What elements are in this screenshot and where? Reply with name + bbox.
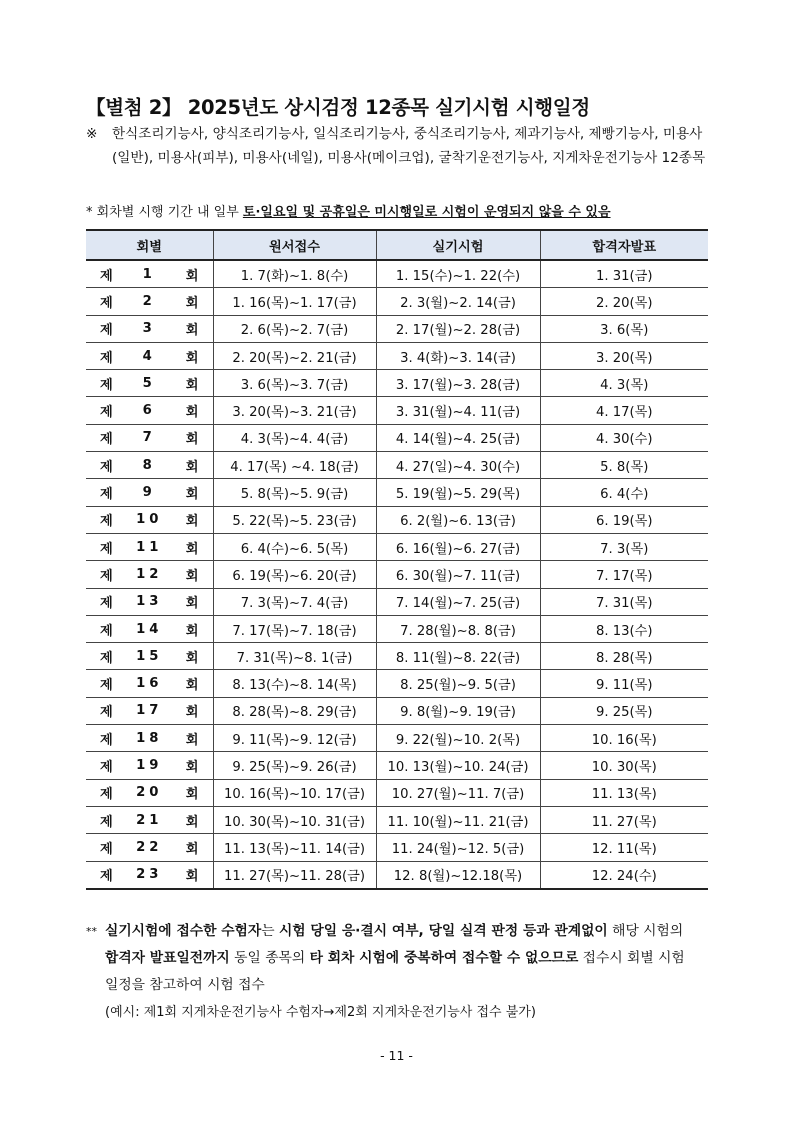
- table-row: [86, 752, 708, 779]
- exam-period-cell: 8. 11(월)~8. 22(금): [376, 643, 540, 670]
- round-suffix: 회: [185, 814, 199, 830]
- application-period-cell: 3. 20(목)~3. 21(금): [213, 397, 376, 424]
- application-period-cell: 6. 4(수)~6. 5(목): [213, 533, 376, 560]
- round-number: 8: [142, 457, 156, 473]
- result-date-cell: 4. 30(수): [540, 424, 708, 451]
- round-cell: [86, 561, 213, 588]
- round-number: 2: [142, 293, 156, 309]
- table-row: [86, 424, 708, 451]
- warning-emphasis: 토·일요일 및 공휴일은 미시행일로 시험이 운영되지 않을 수 있음: [242, 205, 611, 220]
- round-number: 19: [136, 757, 163, 773]
- exam-period-cell: 11. 24(월)~12. 5(금): [376, 834, 540, 861]
- round-suffix: 회: [185, 405, 199, 421]
- round-prefix: 제: [100, 623, 113, 639]
- exam-period-cell: 10. 13(월)~10. 24(금): [376, 752, 540, 779]
- round-number: 7: [142, 430, 156, 446]
- round-prefix: 제: [100, 568, 113, 584]
- round-suffix: 회: [185, 541, 199, 557]
- table-row: [86, 561, 708, 588]
- round-cell: [86, 342, 213, 369]
- exam-period-cell: 3. 4(화)~3. 14(금): [376, 342, 540, 369]
- schedule-table: [86, 229, 708, 890]
- round-prefix: 제: [100, 377, 113, 393]
- round-number: 23: [136, 867, 163, 883]
- round-prefix: 제: [100, 869, 113, 885]
- application-period-cell: 8. 28(목)~8. 29(금): [213, 697, 376, 724]
- result-date-cell: 9. 11(목): [540, 670, 708, 697]
- round-suffix: 회: [185, 459, 199, 475]
- application-period-cell: 8. 13(수)~8. 14(목): [213, 670, 376, 697]
- result-date-cell: 10. 16(목): [540, 725, 708, 752]
- footnote-bold-5: 합격자 발표일전까지: [105, 950, 230, 966]
- round-cell: [86, 506, 213, 533]
- round-suffix: 회: [185, 323, 199, 339]
- application-period-cell: 1. 16(목)~1. 17(금): [213, 288, 376, 315]
- round-suffix: 회: [185, 650, 199, 666]
- exam-period-cell: 3. 17(월)~3. 28(금): [376, 370, 540, 397]
- result-date-cell: 6. 4(수): [540, 479, 708, 506]
- round-cell: [86, 288, 213, 315]
- round-cell: [86, 834, 213, 861]
- schedule-body: [86, 260, 708, 889]
- note-text: 한식조리기능사, 양식조리기능사, 일식조리기능사, 중식조리기능사, 제과기능사, 제빵기능사, 미용사(일반), 미용사(피부), 미용사(네일), 미용사(메이크업), 굴착기운전기능사, 지게차운전기능사 12종목: [112, 126, 706, 166]
- round-prefix: 제: [100, 678, 113, 694]
- round-number: 13: [136, 594, 163, 610]
- target-items-note: [86, 122, 726, 170]
- footnote-bold-1: 실기시험에 접수한 수험자: [105, 923, 262, 939]
- round-cell: [86, 861, 213, 889]
- round-suffix: 회: [185, 350, 199, 366]
- footnote-text-8: 접수시 회별 시험 일정을 참고하여 시험 접수: [105, 950, 685, 993]
- round-cell: [86, 479, 213, 506]
- round-suffix: 회: [185, 678, 199, 694]
- round-suffix: 회: [185, 869, 199, 885]
- round-prefix: 제: [100, 841, 113, 857]
- round-cell: [86, 370, 213, 397]
- round-number: 21: [136, 812, 163, 828]
- table-header-row: [86, 230, 708, 260]
- result-date-cell: 8. 13(수): [540, 615, 708, 642]
- result-date-cell: 4. 3(목): [540, 370, 708, 397]
- round-prefix: 제: [100, 350, 113, 366]
- table-row: [86, 479, 708, 506]
- round-prefix: 제: [100, 405, 113, 421]
- footnote-text-4: 해당 시험의: [607, 923, 684, 939]
- application-period-cell: 4. 17(목) ~4. 18(금): [213, 452, 376, 479]
- round-number: 6: [142, 403, 156, 419]
- round-cell: [86, 697, 213, 724]
- table-row: [86, 615, 708, 642]
- round-prefix: 제: [100, 541, 113, 557]
- round-suffix: 회: [185, 268, 199, 284]
- round-number: 4: [142, 348, 156, 364]
- footnote-bold-3: 시험 당일 응·결시 여부, 당일 실격 판정 등과 관계없이: [278, 923, 608, 939]
- weekend-warning: [86, 201, 611, 220]
- table-row: [86, 370, 708, 397]
- exam-period-cell: 9. 8(월)~9. 19(금): [376, 697, 540, 724]
- round-prefix: 제: [100, 459, 113, 475]
- round-number: 16: [136, 676, 163, 692]
- round-prefix: 제: [100, 295, 113, 311]
- round-prefix: 제: [100, 732, 113, 748]
- table-row: [86, 697, 708, 724]
- exam-period-cell: 6. 16(월)~6. 27(금): [376, 533, 540, 560]
- application-period-cell: 5. 8(목)~5. 9(금): [213, 479, 376, 506]
- footnote-text-2: 는: [261, 923, 279, 939]
- exam-period-cell: 9. 22(월)~10. 2(목): [376, 725, 540, 752]
- round-suffix: 회: [185, 377, 199, 393]
- table-row: [86, 315, 708, 342]
- round-prefix: 제: [100, 596, 113, 612]
- application-period-cell: 11. 27(목)~11. 28(금): [213, 861, 376, 889]
- round-suffix: 회: [185, 841, 199, 857]
- round-number: 20: [136, 785, 163, 801]
- application-period-cell: 5. 22(목)~5. 23(금): [213, 506, 376, 533]
- round-suffix: 회: [185, 514, 199, 530]
- round-cell: [86, 725, 213, 752]
- result-date-cell: 12. 24(수): [540, 861, 708, 889]
- round-number: 10: [136, 512, 163, 528]
- exam-period-cell: 6. 30(월)~7. 11(금): [376, 561, 540, 588]
- table-row: [86, 643, 708, 670]
- exam-period-cell: 4. 27(일)~4. 30(수): [376, 452, 540, 479]
- application-period-cell: 7. 17(목)~7. 18(금): [213, 615, 376, 642]
- footnote-text-6: 동일 종목의: [229, 950, 310, 966]
- exam-period-cell: 3. 31(월)~4. 11(금): [376, 397, 540, 424]
- duplicate-application-footnote: [86, 918, 726, 1026]
- application-period-cell: 7. 3(목)~7. 4(금): [213, 588, 376, 615]
- result-date-cell: 8. 28(목): [540, 643, 708, 670]
- result-date-cell: 3. 20(목): [540, 342, 708, 369]
- table-row: [86, 533, 708, 560]
- round-prefix: 제: [100, 268, 113, 284]
- footnote-example: (예시: 제1회 지게차운전기능사 수험자→제2회 지게차운전기능사 접수 불가): [105, 1005, 536, 1020]
- round-suffix: 회: [185, 623, 199, 639]
- asterisk-icon: *: [86, 205, 93, 220]
- round-prefix: 제: [100, 650, 113, 666]
- result-date-cell: 3. 6(목): [540, 315, 708, 342]
- reference-mark-icon: ※: [86, 126, 98, 142]
- result-date-cell: 9. 25(목): [540, 697, 708, 724]
- round-prefix: 제: [100, 487, 113, 503]
- result-date-cell: 7. 17(목): [540, 561, 708, 588]
- exam-period-cell: 7. 28(월)~8. 8(금): [376, 615, 540, 642]
- round-suffix: 회: [185, 705, 199, 721]
- round-cell: [86, 670, 213, 697]
- round-number: 9: [142, 485, 156, 501]
- application-period-cell: 9. 11(목)~9. 12(금): [213, 725, 376, 752]
- table-row: [86, 288, 708, 315]
- round-suffix: 회: [185, 732, 199, 748]
- result-date-cell: 5. 8(목): [540, 452, 708, 479]
- table-row: [86, 806, 708, 833]
- table-row: [86, 260, 708, 288]
- round-number: 17: [136, 703, 163, 719]
- exam-period-cell: 12. 8(월)~12.18(목): [376, 861, 540, 889]
- round-cell: [86, 533, 213, 560]
- exam-period-cell: 2. 17(월)~2. 28(금): [376, 315, 540, 342]
- exam-period-cell: 11. 10(월)~11. 21(금): [376, 806, 540, 833]
- footnote-body: [86, 918, 726, 1026]
- result-date-cell: 4. 17(목): [540, 397, 708, 424]
- result-date-cell: 7. 3(목): [540, 533, 708, 560]
- round-suffix: 회: [185, 295, 199, 311]
- round-number: 3: [142, 321, 156, 337]
- round-suffix: 회: [185, 568, 199, 584]
- round-cell: [86, 615, 213, 642]
- table-row: [86, 342, 708, 369]
- round-suffix: 회: [185, 596, 199, 612]
- application-period-cell: 10. 30(목)~10. 31(금): [213, 806, 376, 833]
- round-suffix: 회: [185, 487, 199, 503]
- round-prefix: 제: [100, 787, 113, 803]
- round-number: 15: [136, 648, 163, 664]
- application-period-cell: 3. 6(목)~3. 7(금): [213, 370, 376, 397]
- header-result-announcement: 합격자발표: [540, 230, 708, 260]
- round-cell: [86, 588, 213, 615]
- result-date-cell: 7. 31(목): [540, 588, 708, 615]
- round-cell: [86, 315, 213, 342]
- round-prefix: 제: [100, 432, 113, 448]
- application-period-cell: 4. 3(목)~4. 4(금): [213, 424, 376, 451]
- footnote-bold-7: 타 회차 시험에 중복하여 접수할 수 없으므로: [309, 950, 579, 966]
- page-number: - 11 -: [380, 1048, 413, 1063]
- round-prefix: 제: [100, 514, 113, 530]
- table-row: [86, 588, 708, 615]
- round-prefix: 제: [100, 705, 113, 721]
- round-cell: [86, 779, 213, 806]
- result-date-cell: 2. 20(목): [540, 288, 708, 315]
- round-number: 1: [142, 266, 156, 282]
- round-suffix: 회: [185, 432, 199, 448]
- round-cell: [86, 806, 213, 833]
- application-period-cell: 9. 25(목)~9. 26(금): [213, 752, 376, 779]
- round-prefix: 제: [100, 814, 113, 830]
- round-suffix: 회: [185, 787, 199, 803]
- exam-period-cell: 5. 19(월)~5. 29(목): [376, 479, 540, 506]
- exam-period-cell: 1. 15(수)~1. 22(수): [376, 260, 540, 288]
- table-row: [86, 779, 708, 806]
- application-period-cell: 2. 6(목)~2. 7(금): [213, 315, 376, 342]
- double-asterisk-icon: **: [86, 925, 97, 938]
- result-date-cell: 12. 11(목): [540, 834, 708, 861]
- round-cell: [86, 452, 213, 479]
- round-cell: [86, 643, 213, 670]
- exam-period-cell: 2. 3(월)~2. 14(금): [376, 288, 540, 315]
- round-number: 14: [136, 621, 163, 637]
- round-number: 12: [136, 566, 163, 582]
- table-row: [86, 506, 708, 533]
- round-prefix: 제: [100, 323, 113, 339]
- round-cell: [86, 397, 213, 424]
- round-number: 5: [142, 375, 156, 391]
- application-period-cell: 2. 20(목)~2. 21(금): [213, 342, 376, 369]
- exam-period-cell: 10. 27(월)~11. 7(금): [376, 779, 540, 806]
- table-row: [86, 397, 708, 424]
- application-period-cell: 10. 16(목)~10. 17(금): [213, 779, 376, 806]
- round-cell: [86, 752, 213, 779]
- round-cell: [86, 424, 213, 451]
- result-date-cell: 11. 27(목): [540, 806, 708, 833]
- round-number: 11: [136, 539, 163, 555]
- warning-text: 회차별 시행 기간 내 일부: [96, 205, 243, 220]
- result-date-cell: 1. 31(금): [540, 260, 708, 288]
- result-date-cell: 10. 30(목): [540, 752, 708, 779]
- round-number: 18: [136, 730, 163, 746]
- exam-period-cell: 4. 14(월)~4. 25(금): [376, 424, 540, 451]
- header-practical-exam: 실기시험: [376, 230, 540, 260]
- exam-period-cell: 8. 25(월)~9. 5(금): [376, 670, 540, 697]
- table-row: [86, 670, 708, 697]
- table-row: [86, 861, 708, 889]
- application-period-cell: 6. 19(목)~6. 20(금): [213, 561, 376, 588]
- application-period-cell: 11. 13(목)~11. 14(금): [213, 834, 376, 861]
- exam-period-cell: 6. 2(월)~6. 13(금): [376, 506, 540, 533]
- application-period-cell: 7. 31(목)~8. 1(금): [213, 643, 376, 670]
- exam-period-cell: 7. 14(월)~7. 25(금): [376, 588, 540, 615]
- page-title: 【별첨 2】 2025년도 상시검정 12종목 실기시험 시행일정: [86, 96, 590, 119]
- header-round: 회별: [86, 230, 213, 260]
- table-row: [86, 725, 708, 752]
- round-number: 22: [136, 839, 163, 855]
- result-date-cell: 11. 13(목): [540, 779, 708, 806]
- result-date-cell: 6. 19(목): [540, 506, 708, 533]
- round-prefix: 제: [100, 759, 113, 775]
- table-row: [86, 452, 708, 479]
- application-period-cell: 1. 7(화)~1. 8(수): [213, 260, 376, 288]
- round-cell: [86, 260, 213, 288]
- table-row: [86, 834, 708, 861]
- round-suffix: 회: [185, 759, 199, 775]
- header-application: 원서접수: [213, 230, 376, 260]
